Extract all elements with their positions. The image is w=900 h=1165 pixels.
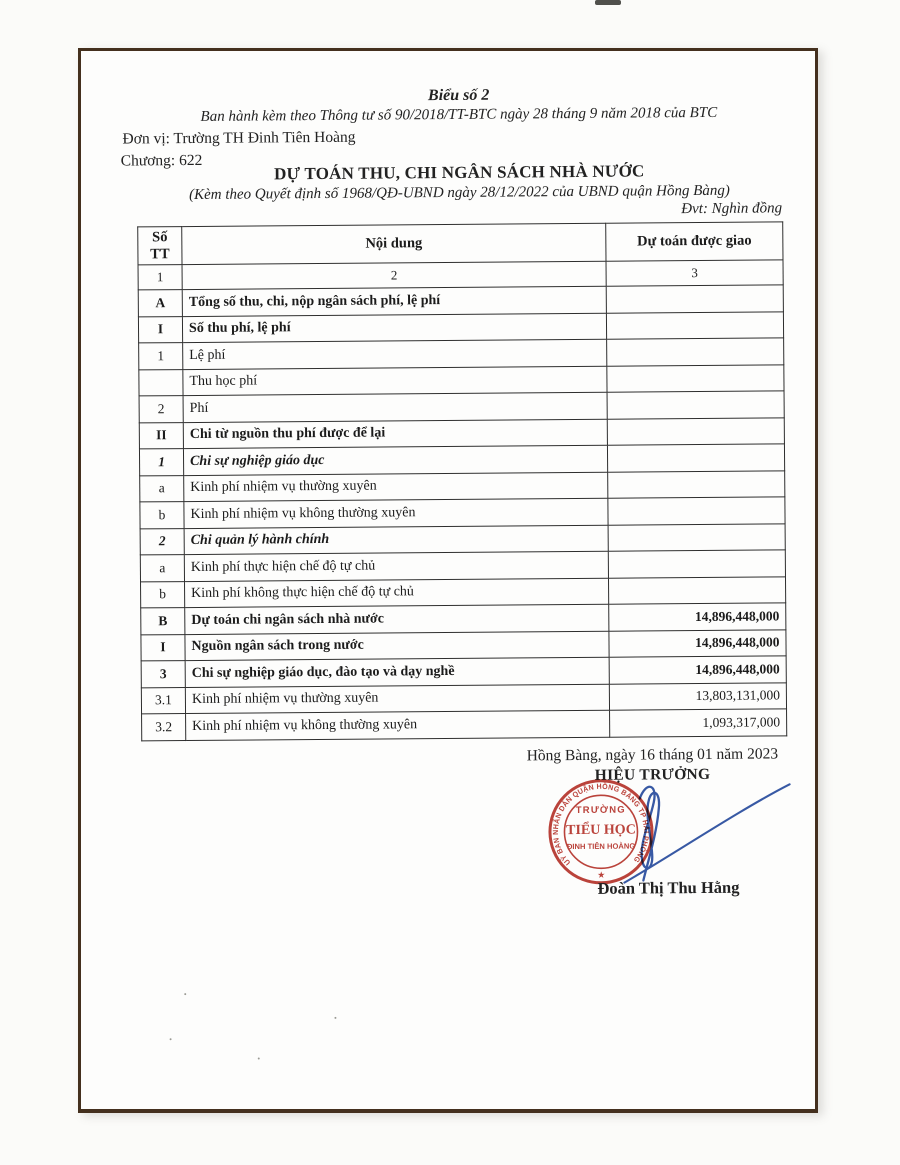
stamp-ring-text: UỶ BAN NHÂN DÂN QUẬN HỒNG BÀNG TP HẢI PHÒNG: [550, 781, 652, 868]
row-value: [608, 523, 785, 551]
row-label: Kinh phí không thực hiện chế độ tự chủ: [185, 578, 609, 608]
document-title: DỰ TOÁN THU, CHI NGÂN SÁCH NHÀ NƯỚC: [274, 161, 645, 184]
header-stt-line2: TT: [150, 245, 170, 262]
row-value: 14,896,448,000: [609, 603, 786, 631]
row-stt: 3.1: [141, 687, 185, 714]
row-label: Kinh phí nhiệm vụ không thường xuyên: [184, 498, 608, 528]
row-label: Chi quản lý hành chính: [184, 525, 608, 555]
row-stt: 2: [140, 528, 184, 555]
stamp-star: ★: [597, 869, 606, 880]
scanned-page: [78, 48, 818, 1113]
row-label: Chi sự nghiệp giáo dục: [183, 445, 607, 475]
page-content: [77, 48, 819, 1112]
signer-role: HIỆU TRƯỞNG: [594, 765, 711, 784]
row-stt: A: [138, 290, 182, 317]
row-label: Kinh phí nhiệm vụ thường xuyên: [184, 472, 608, 502]
colnum-1: 1: [138, 265, 182, 290]
row-stt: I: [141, 634, 185, 661]
speckle-dot: [170, 1038, 172, 1040]
row-value: [607, 417, 784, 445]
row-value: [608, 470, 785, 498]
row-value: [607, 444, 784, 472]
unit-line: Đơn vị: Trường TH Đinh Tiên Hoàng: [122, 128, 356, 148]
signer-name: Đoàn Thị Thu Hằng: [597, 877, 740, 898]
stamp-center-line1: TRƯỜNG: [575, 804, 626, 817]
form-number-label: Biểu số 2: [427, 86, 490, 105]
colnum-3: 3: [606, 260, 783, 286]
row-stt: 1: [139, 449, 183, 476]
header-content: Nội dung: [182, 223, 606, 264]
row-stt: I: [138, 316, 182, 343]
row-label: Số thu phí, lệ phí: [182, 313, 606, 343]
row-label: Phí: [183, 392, 607, 422]
row-stt: [139, 369, 183, 396]
row-stt: b: [140, 502, 184, 529]
row-value: [606, 285, 783, 313]
row-label: Kinh phí thực hiện chế độ tự chủ: [184, 551, 608, 581]
row-stt: 2: [139, 396, 183, 423]
row-value: [607, 391, 784, 419]
header-allocation: Dự toán được giao: [606, 222, 783, 261]
row-stt: 1: [139, 343, 183, 370]
header-stt: [138, 227, 182, 265]
row-stt: 3: [141, 661, 185, 688]
stamp-center-line3: ĐINH TIÊN HOÀNG: [566, 841, 636, 852]
row-stt: 3.2: [142, 714, 186, 741]
speckle-dot: [184, 993, 186, 995]
row-value: 14,896,448,000: [609, 656, 786, 684]
document-subtitle: (Kèm theo Quyết định số 1968/QĐ-UBND ngày 28/12/2022 của UBND quận Hồng Bàng): [189, 182, 730, 204]
row-value: [607, 364, 784, 392]
row-stt: II: [139, 422, 183, 449]
row-label: Dự toán chi ngân sách nhà nước: [185, 604, 609, 634]
row-label: Lệ phí: [183, 339, 607, 369]
header-stt-line1: Số: [152, 229, 168, 246]
row-label: Chi từ nguồn thu phí được để lại: [183, 419, 607, 449]
speckle-dot: [334, 1017, 336, 1019]
row-label: Kinh phí nhiệm vụ không thường xuyên: [186, 710, 610, 740]
speckle-dot: [258, 1057, 260, 1059]
currency-unit-note: Đvt: Nghìn đồng: [681, 200, 783, 218]
stamp-center-line2: TIỂU HỌC: [566, 822, 636, 839]
row-value: [606, 311, 783, 339]
handwritten-signature: [521, 767, 812, 894]
row-stt: a: [140, 475, 184, 502]
row-value: 1,093,317,000: [610, 709, 787, 737]
row-value: 13,803,131,000: [609, 682, 786, 710]
row-value: 14,896,448,000: [609, 629, 786, 657]
row-stt: B: [141, 608, 185, 635]
paper-speckles: [77, 48, 811, 54]
budget-table: [137, 221, 787, 741]
row-value: [608, 576, 785, 604]
row-value: [608, 497, 785, 525]
place-date-line: Hồng Bàng, ngày 16 tháng 01 năm 2023: [526, 745, 779, 765]
row-label: Thu học phí: [183, 366, 607, 396]
chapter-line: Chương: 622: [120, 151, 203, 170]
table-row: [142, 709, 787, 741]
row-value: [608, 550, 785, 578]
row-stt: b: [141, 581, 185, 608]
colnum-2: 2: [182, 261, 606, 289]
scan-artifact: [595, 0, 621, 5]
row-label: Nguồn ngân sách trong nước: [185, 631, 609, 661]
row-value: [607, 338, 784, 366]
table-header-row: [138, 222, 783, 265]
issued-under-circular-line: Ban hành kèm theo Thông tư số 90/2018/TT-BTC ngày 28 tháng 9 năm 2018 của BTC: [200, 104, 718, 125]
row-label: Kinh phí nhiệm vụ thường xuyên: [185, 684, 609, 714]
row-stt: a: [140, 555, 184, 582]
row-label: Tổng số thu, chi, nộp ngân sách phí, lệ phí: [182, 286, 606, 316]
row-label: Chi sự nghiệp giáo dục, đào tạo và dạy nghề: [185, 657, 609, 687]
